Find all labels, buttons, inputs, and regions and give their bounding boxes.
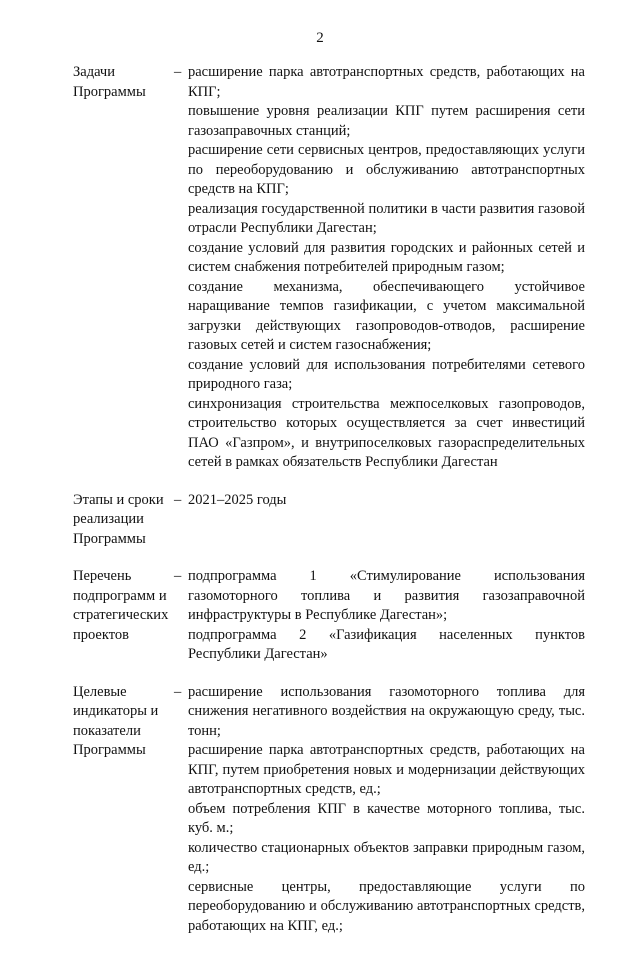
stage-item: 2021–2025 годы — [188, 491, 287, 508]
section-subprograms — [73, 567, 585, 665]
label-line: стратегических — [73, 607, 169, 623]
task-item: расширение сети сервисных центров, предоставляющих услуги по переоборудованию и обслуживанию автотранспортных средств на КПГ; — [188, 142, 585, 197]
section-body — [188, 567, 585, 665]
section-label — [73, 63, 174, 473]
indicator-item: сервисные центры, предоставляющие услуги по переоборудованию и обслуживанию автотранспортных средств, работающих на КПГ, ед.; — [188, 878, 585, 934]
label-line: Программы — [73, 742, 146, 758]
label-line: Задачи — [73, 64, 115, 80]
section-body — [188, 63, 585, 473]
section-indicators — [73, 683, 585, 937]
indicator-item: количество стационарных объектов заправки природным газом, ед.; — [188, 839, 585, 875]
section-body — [188, 491, 585, 550]
label-line: реализации — [73, 511, 144, 527]
passport-table — [73, 63, 585, 954]
label-line: Этапы и сроки — [73, 491, 164, 508]
task-item: создание механизма, обеспечивающего устойчивое наращивание темпов газификации, с учетом максимальной загрузки действующих газопроводов-отводов, расширение газовых сетей и систем газоснабжения; — [188, 278, 585, 353]
indicator-item: расширение использования газомоторного топлива для снижения негативного воздействия на окружающую среду, тыс. тонн; — [188, 683, 585, 739]
dash: – — [174, 568, 182, 584]
dash: – — [174, 491, 182, 508]
label-line: Перечень — [73, 568, 132, 584]
section-tasks — [73, 63, 585, 473]
task-item: реализация государственной политики в части развития газовой отрасли Республики Дагестан; — [188, 200, 585, 236]
section-label — [73, 567, 174, 665]
label-line: проектов — [73, 626, 129, 643]
indicator-item: расширение парка автотранспортных средств, работающих на КПГ, путем приобретения новых и модернизации действующих автотранспортных средств, ед.; — [188, 742, 585, 797]
label-line: подпрограмм и — [73, 587, 167, 604]
section-body — [188, 683, 585, 937]
task-item: создание условий для развития городских и районных сетей и систем снабжения потребителей природным газом; — [188, 239, 585, 275]
label-line: индикаторы и — [73, 703, 159, 719]
section-label — [73, 491, 174, 550]
section-stages — [73, 491, 585, 550]
dash: – — [174, 64, 182, 80]
page-number: 2 — [316, 30, 324, 46]
label-line: показатели — [73, 722, 141, 739]
task-item: расширение парка автотранспортных средств, работающих на КПГ; — [188, 64, 585, 100]
label-line: Программы — [73, 83, 146, 100]
label-line: Целевые — [73, 683, 127, 700]
subprogram-item: подпрограмма 1 «Стимулирование использования газомоторного топлива и развития газозаправочной инфраструктуры в Республике Дагестан»; — [188, 568, 585, 623]
section-label — [73, 683, 174, 937]
task-item: синхронизация строительства межпоселковых газопроводов, строительство которых осуществляется за счет инвестиций ПАО «Газпром», и внутрипоселковых газораспределительных сетей в рамках обязательств Республики Дагестан — [188, 395, 585, 470]
subprogram-item: подпрограмма 2 «Газификация населенных пунктов Республики Дагестан» — [188, 626, 585, 662]
label-line: Программы — [73, 530, 146, 547]
task-item: повышение уровня реализации КПГ путем расширения сети газозаправочных станций; — [188, 103, 585, 139]
indicator-item: объем потребления КПГ в качестве моторного топлива, тыс. куб. м.; — [188, 800, 585, 836]
dash: – — [174, 683, 182, 700]
task-item: создание условий для использования потребителями сетевого природного газа; — [188, 356, 585, 392]
